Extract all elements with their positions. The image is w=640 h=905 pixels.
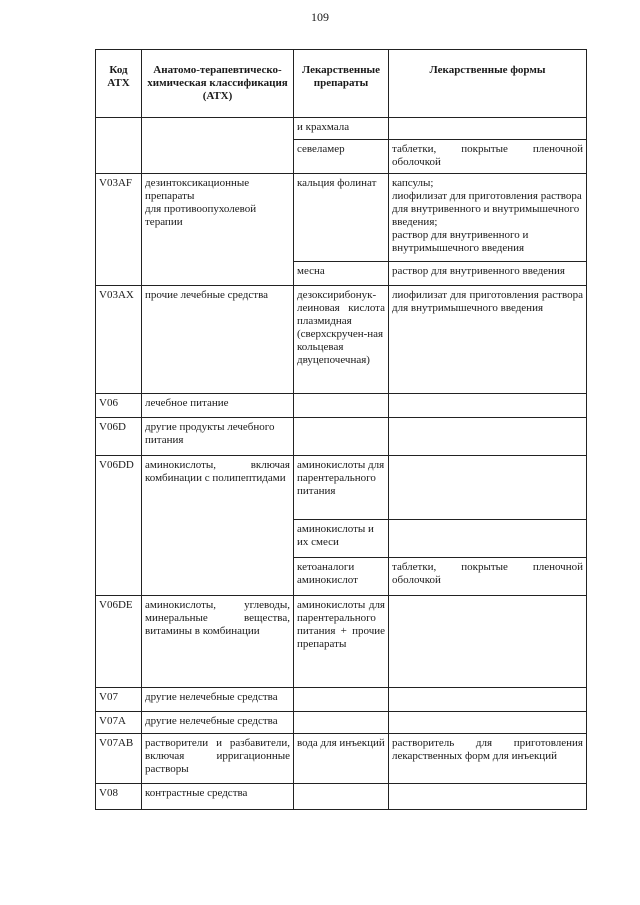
- class-cell: другие нелечебные средства: [142, 712, 294, 734]
- class-cell: дезинтоксикационные препараты для противоопухолевой терапии: [142, 174, 294, 286]
- table-row: [96, 418, 587, 456]
- drug-cell: [294, 712, 389, 734]
- page-number: 109: [311, 10, 329, 24]
- class-cell: контрастные средства: [142, 784, 294, 810]
- drug-cell: дезоксирибонук-леиновая кислота плазмидная (сверхскручен-ная кольцевая двуцепочечная): [294, 286, 389, 394]
- table-row: [96, 784, 587, 810]
- table-row: [96, 456, 587, 520]
- code-cell: V07A: [96, 712, 142, 734]
- header-drugs: Лекарственные препараты: [294, 50, 389, 118]
- form-cell: [389, 596, 587, 688]
- table-row: [96, 712, 587, 734]
- form-cell: [389, 118, 587, 140]
- table-row: [96, 394, 587, 418]
- class-cell: другие продукты лечебного питания: [142, 418, 294, 456]
- form-cell: таблетки, покрытые пленочной оболочкой: [389, 140, 587, 174]
- form-cell: капсулы; лиофилизат для приготовления раствора для внутривенного и внутримышечного введения; раствор для внутривенного и внутримышечного введения: [389, 174, 587, 262]
- header-code: Код ATX: [96, 50, 142, 118]
- drug-cell: месна: [294, 262, 389, 286]
- class-cell: [142, 118, 294, 174]
- drug-cell: и крахмала: [294, 118, 389, 140]
- drug-cell: [294, 418, 389, 456]
- header-classification: Анатомо-терапевтическо-химическая классификация (АТХ): [142, 50, 294, 118]
- class-cell: другие нелечебные средства: [142, 688, 294, 712]
- form-cell: [389, 784, 587, 810]
- code-cell: V07: [96, 688, 142, 712]
- drug-cell: аминокислоты для парентерального питания: [294, 456, 389, 520]
- drug-cell: [294, 394, 389, 418]
- form-cell: [389, 418, 587, 456]
- drug-cell: аминокислоты для парентерального питания + прочие препараты: [294, 596, 389, 688]
- code-cell: V07AB: [96, 734, 142, 784]
- drug-cell: [294, 784, 389, 810]
- class-cell: прочие лечебные средства: [142, 286, 294, 394]
- drug-cell: кетоаналоги аминокислот: [294, 558, 389, 596]
- form-cell: таблетки, покрытые пленочной оболочкой: [389, 558, 587, 596]
- form-cell: лиофилизат для приготовления раствора для внутримышечного введения: [389, 286, 587, 394]
- class-cell: аминокислоты, включая комбинации с полипептидами: [142, 456, 294, 596]
- table-row: [96, 174, 587, 262]
- form-cell: [389, 712, 587, 734]
- table-row: [96, 118, 587, 140]
- code-cell: V06D: [96, 418, 142, 456]
- atx-table: [95, 49, 587, 810]
- form-cell: [389, 394, 587, 418]
- table-header-row: [96, 50, 587, 118]
- drug-cell: кальция фолинат: [294, 174, 389, 262]
- form-cell: [389, 456, 587, 520]
- class-cell: растворители и разбавители, включая ирригационные растворы: [142, 734, 294, 784]
- form-cell: растворитель для приготовления лекарственных форм для инъекций: [389, 734, 587, 784]
- drug-cell: аминокислоты и их смеси: [294, 520, 389, 558]
- drug-cell: севеламер: [294, 140, 389, 174]
- class-cell: аминокислоты, углеводы, минеральные вещества, витамины в комбинации: [142, 596, 294, 688]
- table-row: [96, 734, 587, 784]
- form-cell: [389, 688, 587, 712]
- table-row: [96, 688, 587, 712]
- form-cell: раствор для внутривенного введения: [389, 262, 587, 286]
- drug-cell: вода для инъекций: [294, 734, 389, 784]
- code-cell: [96, 118, 142, 174]
- form-cell: [389, 520, 587, 558]
- table-row: [96, 286, 587, 394]
- code-cell: V03AX: [96, 286, 142, 394]
- table-row: [96, 596, 587, 688]
- header-forms: Лекарственные формы: [389, 50, 587, 118]
- code-cell: V06DD: [96, 456, 142, 596]
- code-cell: V06: [96, 394, 142, 418]
- code-cell: V08: [96, 784, 142, 810]
- code-cell: V06DE: [96, 596, 142, 688]
- class-cell: лечебное питание: [142, 394, 294, 418]
- drug-cell: [294, 688, 389, 712]
- code-cell: V03AF: [96, 174, 142, 286]
